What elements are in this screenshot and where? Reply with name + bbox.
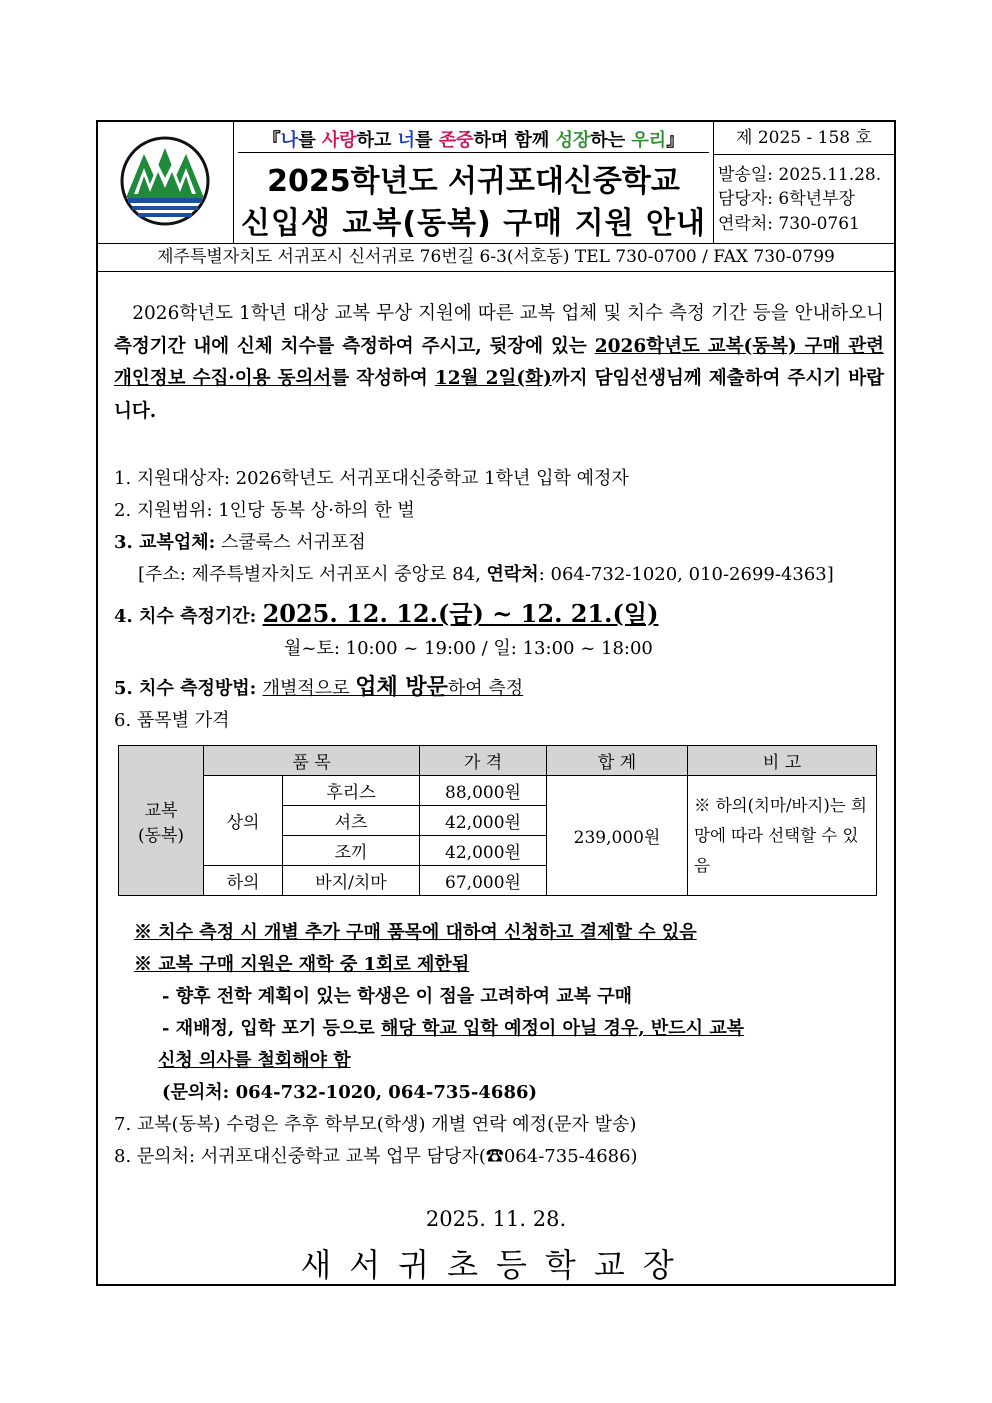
vendor-address-text: [주소: 제주특별자치도 서귀포시 중앙로 84,: [138, 564, 487, 585]
total-cell: 239,000원: [547, 776, 688, 896]
person-in-charge: 담당자: 6학년부장: [718, 189, 855, 209]
vendor-contact-label: 연락처: [486, 564, 539, 585]
header-item: 품 목: [204, 746, 420, 776]
note-cell: ※ 하의(치마/바지)는 희망에 따라 선택할 수 있음: [688, 776, 877, 896]
intro-bold: 까지 담임선생님께 제출하여 주시기 바랍니다.: [114, 368, 884, 422]
inquiry-contacts: (문의처: 064-732-1020, 064-735-4686): [162, 1082, 538, 1103]
document-number: 제 2025 - 158 호: [714, 122, 894, 155]
motto-part: 너: [397, 130, 416, 151]
item-2: 2. 지원범위: 1인당 동복 상·하의 한 벌: [114, 500, 415, 521]
title-line-1: 2025학년도 서귀포대신중학교: [267, 164, 680, 199]
note-4-text: - 재배정, 입학 포기 등으로: [162, 1018, 381, 1039]
document-frame: [96, 120, 896, 1286]
motto-part: 를: [415, 130, 439, 151]
item-3-label: 3. 교복업체:: [114, 532, 216, 553]
category-cell: [119, 746, 204, 896]
note-2: ※ 교복 구매 지원은 재학 중 1회로 제한됨: [134, 954, 470, 975]
intro-bold: 를 작성하여: [331, 368, 435, 389]
item-3-value: 스쿨룩스 서귀포점: [215, 532, 366, 553]
top-label: 상의: [204, 776, 283, 866]
motto-part: 하고: [356, 130, 398, 151]
phone-icon: ☎: [485, 1146, 504, 1167]
item-7: 7. 교복(동복) 수령은 추후 학부모(학생) 개별 연락 예정(문자 발송): [114, 1114, 637, 1135]
motto-part: 하며 함께: [473, 130, 556, 151]
motto-part: 사랑: [321, 130, 357, 151]
price-cell: 42,000원: [420, 806, 547, 836]
motto-part: 하는: [590, 130, 632, 151]
note-3: - 향후 전학 계획이 있는 학생은 이 점을 고려하여 교복 구매: [162, 986, 633, 1007]
letterhead: [98, 122, 894, 244]
item-8: [114, 1142, 638, 1168]
header-note: 비 고: [688, 746, 877, 776]
method-text: 하여 측정: [447, 678, 524, 699]
note-4-underlined: 해당 학교 입학 예정이 아닐 경우, 반드시 교복: [380, 1018, 745, 1039]
principal-signature: 새서귀초등학교장: [300, 1246, 692, 1284]
issue-date: 2025. 11. 28.: [425, 1207, 567, 1231]
motto-part: 나: [280, 130, 299, 151]
note-4-continued: 신청 의사를 철회해야 함: [158, 1050, 351, 1071]
motto-part: 』: [666, 130, 685, 151]
vendor-address: [138, 560, 834, 586]
consent-form-name: 2026학년도 교복(동복) 구매 관련 개인정보 수집·이용 동의서: [114, 335, 884, 389]
school-motto: [234, 126, 713, 152]
note-1: ※ 치수 측정 시 개별 추가 구매 품목에 대하여 신청하고 결제할 수 있음: [134, 922, 697, 943]
category-sublabel: (동복): [137, 825, 185, 846]
item-8-text: 8. 문의처: 서귀포대신중학교 교복 업무 담당자(: [114, 1146, 486, 1167]
school-logo-icon: [120, 136, 210, 226]
motto-part: 우리: [631, 130, 667, 151]
note-4: [162, 1014, 744, 1040]
category-label: 교복: [144, 800, 178, 821]
bottom-label: 하의: [204, 866, 283, 896]
intro-bold: 측정기간 내에 신체 치수를 측정하여 주시고, 뒷장에 있는: [114, 335, 595, 357]
item-4-label: 4. 치수 측정기간:: [114, 606, 263, 627]
school-address: 제주특별자치도 서귀포시 신서귀로 76번길 6-3(서호동) TEL 730-0700 / FAX 730-0799: [98, 243, 894, 272]
price-cell: 67,000원: [420, 866, 547, 896]
price-cell: 88,000원: [420, 776, 547, 806]
item-6: 6. 품목별 가격: [114, 710, 230, 731]
vendor-contact: : 064-732-1020, 010-2699-4363]: [538, 564, 834, 585]
motto-part: 『: [262, 130, 281, 151]
contact-number: 연락처: 730-0761: [718, 214, 860, 234]
divider: [238, 152, 709, 153]
price-cell: 42,000원: [420, 836, 547, 866]
item-8-phone: 064-735-4686): [503, 1146, 638, 1167]
method-text: 개별적으로: [262, 678, 356, 699]
price-table: [118, 745, 877, 896]
sent-date: 발송일: 2025.11.28.: [718, 165, 882, 185]
business-hours: 월~토: 10:00 ~ 19:00 / 일: 13:00 ~ 18:00: [284, 638, 653, 659]
motto-part: 존중: [438, 130, 474, 151]
table-row: [119, 776, 877, 806]
title-line-2: 신입생 교복(동복) 구매 지원 안내: [241, 206, 706, 241]
item-5: [114, 670, 523, 701]
motto-part: 성장: [555, 130, 591, 151]
motto-part: 를: [298, 130, 322, 151]
deadline: 12월 2일(화): [434, 368, 552, 389]
item-3: [114, 528, 366, 554]
item-cell: 바지/치마: [283, 866, 420, 896]
intro-text: 2026학년도 1학년 대상 교복 무상 지원에 따른 교복 업체 및 치수 측정 기간 등을 안내하오니: [132, 303, 884, 324]
measurement-period: 2025. 12. 12.(금) ~ 12. 21.(일): [262, 599, 659, 628]
item-cell: 조끼: [283, 836, 420, 866]
method-bold: 업체 방문: [355, 674, 448, 700]
intro-paragraph: [114, 298, 884, 428]
measurement-method: [262, 674, 524, 700]
item-1: 1. 지원대상자: 2026학년도 서귀포대신중학교 1학년 입학 예정자: [114, 468, 629, 489]
item-cell: 후리스: [283, 776, 420, 806]
item-cell: 셔츠: [283, 806, 420, 836]
header-total: 합 계: [547, 746, 688, 776]
header-price: 가 격: [420, 746, 547, 776]
item-4: [114, 594, 658, 629]
item-5-label: 5. 치수 측정방법:: [114, 678, 263, 699]
table-header-row: [119, 746, 877, 776]
